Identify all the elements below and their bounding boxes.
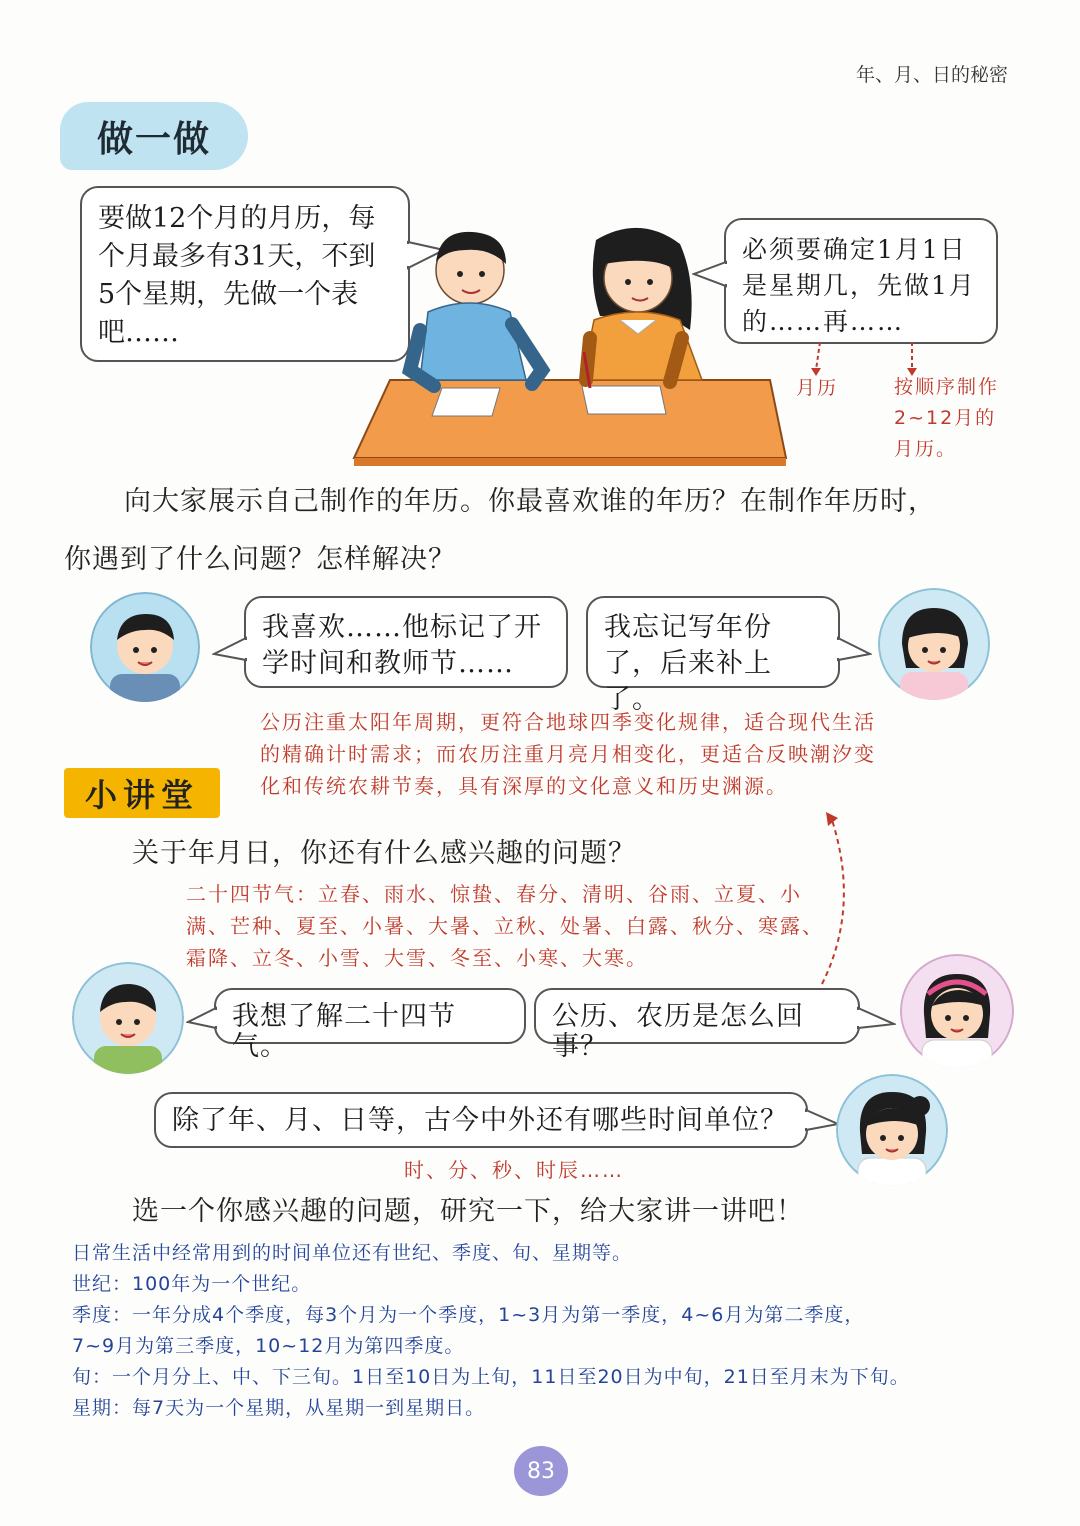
speech-bubble-girl-bottom bbox=[154, 1092, 808, 1148]
question-text: 关于年月日，你还有什么感兴趣的问题？ bbox=[132, 838, 636, 869]
blue-note-line: 季度：一年分成4个季度，每3个月为一个季度，1~3月为第一季度，4~6月为第二季度， bbox=[72, 1304, 865, 1326]
bubble-tail bbox=[212, 636, 248, 666]
bubble-tail bbox=[836, 636, 872, 666]
bubble-tail bbox=[186, 1006, 218, 1034]
section-tab-label: 做一做 bbox=[96, 118, 211, 160]
boy-avatar bbox=[72, 962, 184, 1074]
blue-note-line: 7~9月为第三季度，10~12月为第四季度。 bbox=[72, 1335, 465, 1357]
closing-text: 选一个你感兴趣的问题，研究一下，给大家讲一讲吧！ bbox=[132, 1196, 804, 1227]
speech-bubble-girl-mid bbox=[586, 596, 840, 715]
note-in-order: 按顺序制作2~12月的月历。 bbox=[894, 376, 1000, 460]
boy-avatar bbox=[90, 592, 200, 702]
speech-bubble-boy-mid bbox=[244, 596, 568, 688]
girl-avatar bbox=[878, 588, 990, 700]
speech-text: 要做12个月的月历，每个月最多有31天，不到5个星期，先做一个表吧…… bbox=[98, 203, 376, 348]
page-number: 83 bbox=[514, 1446, 568, 1496]
lecture-tab-label: 小讲堂 bbox=[84, 776, 199, 814]
bubble-tail bbox=[804, 1108, 840, 1136]
section-tab bbox=[60, 102, 248, 170]
blue-notes-block bbox=[72, 1238, 1032, 1424]
girl-avatar bbox=[836, 1074, 948, 1186]
note-month-calendar: 月历 bbox=[796, 377, 839, 399]
girl-avatar bbox=[900, 954, 1014, 1068]
note-solar-terms: 二十四节气：立春、雨水、惊蛰、春分、清明、谷雨、立夏、小满、芒种、夏至、小暑、大暑、立秋、处暑、白露、秋分、寒露、霜降、立冬、小雪、大雪、冬至、小寒、大寒。 bbox=[186, 882, 824, 970]
blue-note-line: 世纪：100年为一个世纪。 bbox=[72, 1273, 312, 1295]
speech-bubble-girl-low bbox=[534, 988, 860, 1062]
bubble-tail bbox=[856, 1006, 896, 1034]
paragraph-line: 你遇到了什么问题？怎样解决？ bbox=[64, 544, 456, 575]
note-calendar-difference: 公历注重太阳年周期，更符合地球四季变化规律，适合现代生活的精确计时需求；而农历注重月亮月相变化，更适合反映潮汐变化和传统农耕节奏，具有深厚的文化意义和历史渊源。 bbox=[260, 710, 876, 798]
blue-note-line: 星期：每7天为一个星期，从星期一到星期日。 bbox=[72, 1397, 486, 1419]
speech-text: 除了年、月、日等，古今中外还有哪些时间单位？ bbox=[172, 1105, 788, 1136]
paragraph-line: 向大家展示自己制作的年历。你最喜欢谁的年历？在制作年历时， bbox=[124, 486, 936, 517]
speech-text: 我忘记写年份了，后来补上了。 bbox=[604, 612, 772, 715]
speech-text: 必须要确定1月1日是星期几，先做1月的……再…… bbox=[742, 235, 976, 336]
speech-bubble-boy-low bbox=[214, 988, 526, 1062]
children-at-table-illustration bbox=[350, 220, 790, 470]
blue-note-line: 旬：一个月分上、中、下三旬。1日至10日为上旬，11日至20日为中旬，21日至月末为下旬。 bbox=[72, 1366, 910, 1388]
lecture-tab bbox=[64, 768, 220, 818]
blue-note-line: 日常生活中经常用到的时间单位还有世纪、季度、旬、星期等。 bbox=[72, 1242, 633, 1264]
speech-text: 公历、农历是怎么回事？ bbox=[552, 1001, 804, 1062]
note-time-units: 时、分、秒、时辰…… bbox=[404, 1158, 624, 1182]
page-header-title: 年、月、日的秘密 bbox=[855, 64, 1008, 86]
speech-text: 我喜欢……他标记了开学时间和教师节…… bbox=[262, 612, 542, 679]
speech-text: 我想了解二十四节气。 bbox=[232, 1001, 456, 1062]
